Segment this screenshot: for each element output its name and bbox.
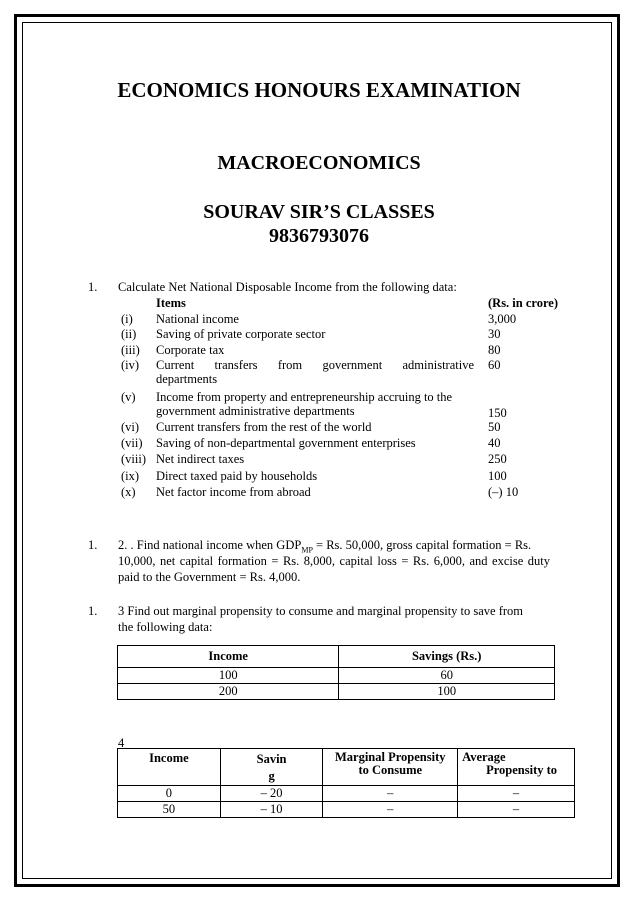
row-amount: 80 (488, 343, 501, 357)
table-row (118, 668, 555, 684)
row-roman: (vii) (121, 436, 143, 450)
row-amount: 40 (488, 436, 501, 450)
row-item-cont: departments (156, 372, 218, 386)
phone-number: 9836793076 (269, 225, 369, 247)
q4-table (117, 748, 575, 818)
exam-title: ECONOMICS HONOURS EXAMINATION (117, 78, 521, 102)
cell-saving: – 20 (220, 786, 323, 802)
row-amount: 250 (488, 452, 507, 466)
cell-income: 100 (118, 668, 339, 684)
q1-col-amount: (Rs. in crore) (488, 296, 559, 310)
row-amount: (–) 10 (488, 485, 519, 499)
cell-apc: – (458, 786, 575, 802)
row-amount: 50 (488, 420, 501, 434)
row-item-cont: government administrative departments (156, 404, 355, 418)
row-roman: (ix) (121, 469, 140, 483)
header-mpc: Marginal Propensity to Consume (323, 749, 458, 786)
cell-saving: – 10 (220, 802, 323, 818)
header-savings: Savings (Rs.) (339, 646, 555, 668)
row-amount: 30 (488, 327, 501, 341)
row-amount: 100 (488, 469, 507, 483)
cell-savings: 60 (339, 668, 555, 684)
row-roman: (i) (121, 312, 133, 326)
row-roman: (x) (121, 485, 136, 499)
row-item: Direct taxed paid by households (156, 469, 318, 483)
row-item: Current transfers from government administrative (156, 358, 474, 372)
q2-line3: paid to the Government = Rs. 4,000. (118, 570, 301, 584)
row-roman: (iv) (121, 358, 140, 372)
row-roman: (iii) (121, 343, 140, 357)
row-amount: 60 (488, 358, 501, 372)
q1-col-items: Items (156, 296, 186, 310)
row-item: Saving of private corporate sector (156, 327, 326, 341)
row-roman: (vi) (121, 420, 140, 434)
q1-text: Calculate Net National Disposable Income from the following data: (118, 280, 457, 294)
cell-apc: – (458, 802, 575, 818)
row-roman: (viii) (121, 452, 146, 466)
row-item: Corporate tax (156, 343, 225, 357)
q4-number: 4 (118, 736, 125, 750)
q2-number: 1. (88, 538, 98, 552)
cell-income: 50 (118, 802, 221, 818)
header-income: Income (118, 749, 221, 786)
table-row (118, 684, 555, 700)
row-item: Net factor income from abroad (156, 485, 311, 499)
q3-line2: the following data: (118, 620, 213, 634)
q1-number: 1. (88, 280, 98, 294)
row-item: Net indirect taxes (156, 452, 245, 466)
table-header-row (118, 646, 555, 668)
row-roman: (ii) (121, 327, 137, 341)
q3-number: 1. (88, 604, 98, 618)
row-item: National income (156, 312, 239, 326)
cell-income: 200 (118, 684, 339, 700)
cell-mpc: – (323, 802, 458, 818)
row-item: Saving of non-departmental government enterprises (156, 436, 416, 450)
row-amount: 3,000 (488, 312, 517, 326)
row-roman: (v) (121, 390, 136, 404)
cell-savings: 100 (339, 684, 555, 700)
header-apc: Average Propensity to (458, 749, 575, 786)
q3-line1: 3 Find out marginal propensity to consume and marginal propensity to save from (118, 604, 524, 618)
table-row (118, 802, 575, 818)
q2-line1: 2. . Find national income when $GDP_{MP} = Rs$. 50,000, gross capital formation = Rs. (118, 538, 532, 555)
table-row (118, 786, 575, 802)
row-item: Income from property and entrepreneurship accruing to the (156, 390, 453, 404)
subject-title: MACROECONOMICS (217, 152, 421, 174)
header-income: Income (118, 646, 339, 668)
row-item: Current transfers from the rest of the world (156, 420, 372, 434)
header-saving: Savin g (220, 749, 323, 786)
row-amount: 150 (488, 406, 507, 420)
q2-line2: 10,000, net capital formation = Rs. 8,000, capital loss = Rs. 6,000, and excise duty (118, 554, 550, 568)
table-header-row (118, 749, 575, 786)
cell-mpc: – (323, 786, 458, 802)
q3-table (117, 645, 555, 700)
cell-income: 0 (118, 786, 221, 802)
institute-name: SOURAV SIR’S CLASSES (203, 201, 435, 223)
